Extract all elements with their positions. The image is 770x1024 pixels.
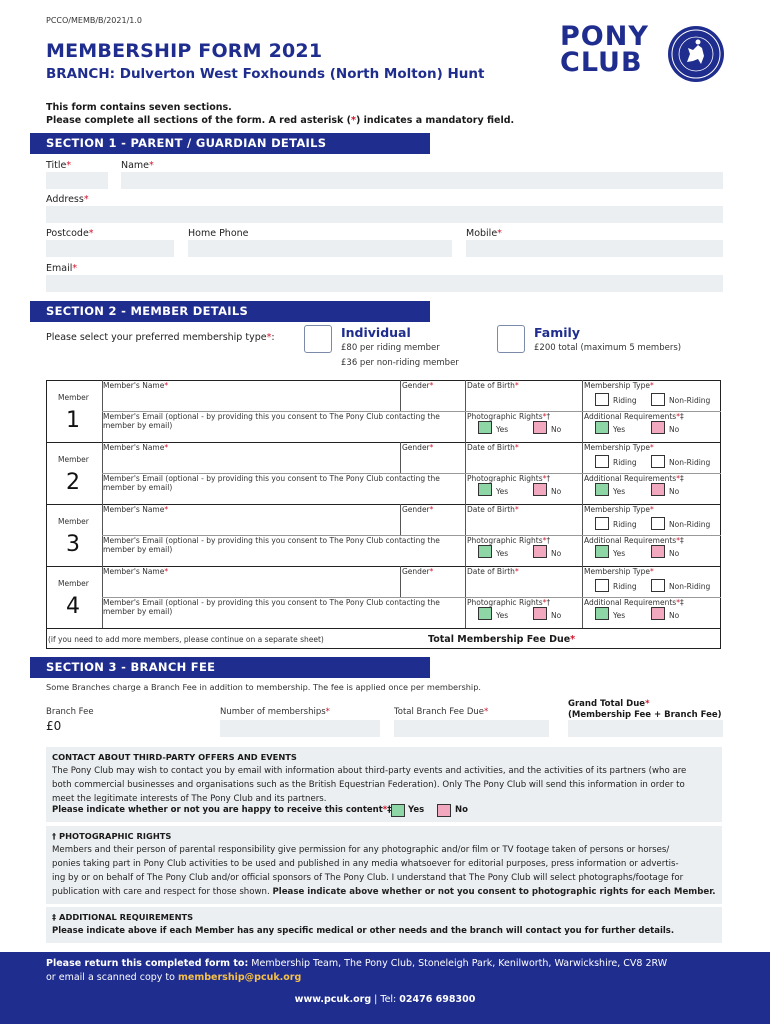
photo-yes-label: Yes (496, 425, 509, 434)
member-email-label: Member's Email (optional - by providing this you consent to The Pony Club contacting the member by email) (103, 474, 440, 492)
contact-no-label: No (455, 805, 468, 815)
member-name-label: Member's Name* (103, 443, 169, 452)
title-field[interactable] (46, 172, 108, 189)
address-label: Address* (46, 194, 89, 205)
additional-yes-label: Yes (613, 611, 626, 620)
member-row-divider (46, 628, 721, 629)
section-1-header: SECTION 1 - PARENT / GUARDIAN DETAILS (30, 133, 430, 154)
member-label: Member (58, 393, 89, 402)
logo-line-1: PONY (560, 21, 649, 52)
member-number: 1 (66, 408, 80, 433)
num-memberships-field[interactable] (220, 720, 380, 737)
non-riding-checkbox[interactable] (651, 517, 665, 530)
column-divider (400, 380, 401, 411)
grand-total-field[interactable] (568, 720, 723, 737)
riding-checkbox[interactable] (595, 393, 609, 406)
num-memberships-label: Number of memberships* (220, 707, 330, 717)
individual-price-riding: £80 per riding member (341, 343, 440, 353)
additional-yes-label: Yes (613, 425, 626, 434)
non-riding-label: Non-Riding (669, 458, 711, 467)
member-gender-label: Gender* (402, 381, 434, 390)
member-type-label: Membership Type* (584, 567, 654, 576)
member-type-label: Membership Type* (584, 443, 654, 452)
column-divider (400, 566, 401, 597)
logo-emblem-icon (668, 26, 724, 82)
home-phone-label: Home Phone (188, 228, 249, 239)
family-price: £200 total (maximum 5 members) (534, 343, 682, 353)
logo-line-2: CLUB (560, 47, 643, 78)
photo-rights-label: Photographic Rights*† (467, 598, 551, 607)
photo-yes-checkbox[interactable] (478, 545, 492, 558)
photo-rights-box (46, 826, 722, 904)
photo-yes-label: Yes (496, 487, 509, 496)
member-number: 3 (66, 532, 80, 557)
photo-no-checkbox[interactable] (533, 607, 547, 620)
member-type-label: Membership Type* (584, 381, 654, 390)
non-riding-checkbox[interactable] (651, 393, 665, 406)
pony-club-logo (560, 21, 725, 84)
member-name-label: Member's Name* (103, 505, 169, 514)
member-name-label: Member's Name* (103, 381, 169, 390)
photo-rights-label: Photographic Rights*† (467, 412, 551, 421)
additional-yes-checkbox[interactable] (595, 607, 609, 620)
contact-question: Please indicate whether or not you are happy to receive this content*‡ (52, 805, 392, 815)
title-label: Title* (46, 160, 72, 171)
column-divider (400, 442, 401, 473)
logo-wordmark (560, 21, 649, 78)
non-riding-checkbox[interactable] (651, 455, 665, 468)
member-dob-label: Date of Birth* (467, 505, 519, 514)
riding-checkbox[interactable] (595, 579, 609, 592)
additional-heading: ‡ ADDITIONAL REQUIREMENTS (52, 912, 194, 922)
riding-checkbox[interactable] (595, 517, 609, 530)
additional-no-label: No (669, 425, 680, 434)
total-branch-fee-field[interactable] (394, 720, 549, 737)
photo-no-label: No (551, 487, 562, 496)
section-3-header: SECTION 3 - BRANCH FEE (30, 657, 430, 678)
member-dob-label: Date of Birth* (467, 381, 519, 390)
additional-no-label: No (669, 549, 680, 558)
footer-phone: 02476 698300 (399, 994, 476, 1005)
additional-req-label: Additional Requirements*‡ (584, 474, 684, 483)
photo-no-checkbox[interactable] (533, 421, 547, 434)
member-type-label: Membership Type* (584, 505, 654, 514)
branch-fee-value: £0 (46, 719, 62, 733)
member-email-label: Member's Email (optional - by providing this you consent to The Pony Club contacting the member by email) (103, 412, 440, 430)
additional-yes-checkbox[interactable] (595, 421, 609, 434)
footer-email-link[interactable]: membership@pcuk.org (178, 972, 302, 983)
photo-rights-label: Photographic Rights*† (467, 536, 551, 545)
branch-name: BRANCH: Dulverton West Foxhounds (North Molton) Hunt (46, 66, 485, 82)
email-label: Email* (46, 263, 78, 274)
postcode-field[interactable] (46, 240, 174, 257)
additional-yes-label: Yes (613, 487, 626, 496)
column-divider (400, 504, 401, 535)
member-label: Member (58, 517, 89, 526)
form-reference: PCCO/MEMB/B/2021/1.0 (46, 16, 142, 25)
photo-rights-body: Members and their person of parental responsibility give permission for any photographic and/or film or TV footage taken of persons or horses/ ponies taking part in Pony Club activities to be used and published in any media whatsoever for editorial purposes, press information or advertis- ing by or on behalf of The Pony Club and/or official sponsors of The Pony Club. I understand that The Pony Club will select photographs/footage for publication with care and respect for those shown. Please indicate above whether or not you consent to photographic rights for each Member. (52, 845, 716, 897)
form-title: MEMBERSHIP FORM 2021 (46, 40, 323, 62)
contact-consent-box (46, 747, 722, 822)
mobile-label: Mobile* (466, 228, 502, 239)
scan-instructions: or email a scanned copy to membership@pcuk.org (46, 972, 302, 983)
photo-no-label: No (551, 425, 562, 434)
home-phone-field[interactable] (188, 240, 452, 257)
member-gender-label: Gender* (402, 505, 434, 514)
footer-contact-line: www.pcuk.org | Tel: 02476 698300 (294, 994, 476, 1005)
additional-no-checkbox[interactable] (651, 545, 665, 558)
additional-text: Please indicate above if each Member has any specific medical or other needs and the branch will contact you for further details. (52, 926, 675, 936)
contact-body: The Pony Club may wish to contact you by email with information about third-party events and activities, and the activities of its partners (who are both commercial businesses and organisations such as the British Equestrian Federation). Only The Pony Club will send this information in order to meet the legitimate interests of The Pony Club and its partners. (52, 766, 687, 804)
footer-website-link[interactable]: www.pcuk.org (294, 994, 372, 1005)
individual-label: Individual (341, 325, 411, 340)
contact-yes-checkbox[interactable] (391, 804, 405, 817)
more-members-note: (if you need to add more members, please continue on a separate sheet) (48, 635, 324, 644)
non-riding-label: Non-Riding (669, 582, 711, 591)
photo-no-checkbox[interactable] (533, 545, 547, 558)
name-label: Name* (121, 160, 154, 171)
photo-yes-label: Yes (496, 611, 509, 620)
photo-yes-label: Yes (496, 549, 509, 558)
postcode-label: Postcode* (46, 228, 94, 239)
photo-yes-checkbox[interactable] (478, 483, 492, 496)
photo-no-label: No (551, 549, 562, 558)
member-gender-label: Gender* (402, 567, 434, 576)
photo-yes-checkbox[interactable] (478, 607, 492, 620)
email-field[interactable] (46, 275, 723, 292)
riding-label: Riding (613, 458, 637, 467)
riding-checkbox[interactable] (595, 455, 609, 468)
riding-label: Riding (613, 520, 637, 529)
riding-label: Riding (613, 582, 637, 591)
member-dob-label: Date of Birth* (467, 443, 519, 452)
section-2-header: SECTION 2 - MEMBER DETAILS (30, 301, 430, 322)
additional-req-label: Additional Requirements*‡ (584, 412, 684, 421)
member-number: 4 (66, 594, 80, 619)
non-riding-checkbox[interactable] (651, 579, 665, 592)
member-label: Member (58, 455, 89, 464)
additional-requirements-box (46, 907, 722, 943)
additional-req-label: Additional Requirements*‡ (584, 598, 684, 607)
address-field[interactable] (46, 206, 723, 223)
individual-checkbox[interactable] (304, 325, 332, 353)
total-fee-label: Total Membership Fee Due* (428, 634, 576, 645)
additional-no-checkbox[interactable] (651, 483, 665, 496)
footer (0, 952, 770, 1024)
additional-req-label: Additional Requirements*‡ (584, 536, 684, 545)
member-dob-label: Date of Birth* (467, 567, 519, 576)
additional-no-checkbox[interactable] (651, 421, 665, 434)
intro-instructions: Please complete all sections of the form. A red asterisk (*) indicates a mandatory field. (46, 115, 515, 126)
riding-label: Riding (613, 396, 637, 405)
branch-fee-label: Branch Fee (46, 707, 94, 717)
additional-no-label: No (669, 611, 680, 620)
member-number: 2 (66, 470, 80, 495)
member-name-label: Member's Name* (103, 567, 169, 576)
photo-no-checkbox[interactable] (533, 483, 547, 496)
contact-yes-label: Yes (408, 805, 425, 815)
photo-rights-heading: † PHOTOGRAPHIC RIGHTS (52, 831, 172, 841)
additional-yes-checkbox[interactable] (595, 483, 609, 496)
non-riding-label: Non-Riding (669, 520, 711, 529)
photo-yes-checkbox[interactable] (478, 421, 492, 434)
photo-no-label: No (551, 611, 562, 620)
membership-type-prompt: Please select your preferred membership type*: (46, 332, 275, 343)
family-label: Family (534, 325, 580, 340)
member-email-label: Member's Email (optional - by providing this you consent to The Pony Club contacting the member by email) (103, 598, 440, 616)
photo-rights-label: Photographic Rights*† (467, 474, 551, 483)
member-email-label: Member's Email (optional - by providing this you consent to The Pony Club contacting the member by email) (103, 536, 440, 554)
additional-yes-checkbox[interactable] (595, 545, 609, 558)
family-checkbox[interactable] (497, 325, 525, 353)
return-instructions: Please return this completed form to: Membership Team, The Pony Club, Stoneleigh Park, Kenilworth, Warwickshire, CV8 2RW (46, 958, 668, 969)
additional-yes-label: Yes (613, 549, 626, 558)
intro-sections: This form contains seven sections. (46, 102, 232, 113)
contact-no-checkbox[interactable] (437, 804, 451, 817)
additional-no-checkbox[interactable] (651, 607, 665, 620)
grand-total-label: Grand Total Due* (Membership Fee + Branch Fee) (568, 699, 722, 720)
additional-no-label: No (669, 487, 680, 496)
member-gender-label: Gender* (402, 443, 434, 452)
name-field[interactable] (121, 172, 723, 189)
branch-fee-description: Some Branches charge a Branch Fee in addition to membership. The fee is applied once per membership. (46, 682, 481, 692)
contact-heading: CONTACT ABOUT THIRD-PARTY OFFERS AND EVENTS (52, 752, 297, 762)
individual-price-non-riding: £36 per non-riding member (341, 358, 459, 368)
non-riding-label: Non-Riding (669, 396, 711, 405)
member-label: Member (58, 579, 89, 588)
mobile-field[interactable] (466, 240, 723, 257)
total-branch-fee-label: Total Branch Fee Due* (394, 707, 489, 717)
